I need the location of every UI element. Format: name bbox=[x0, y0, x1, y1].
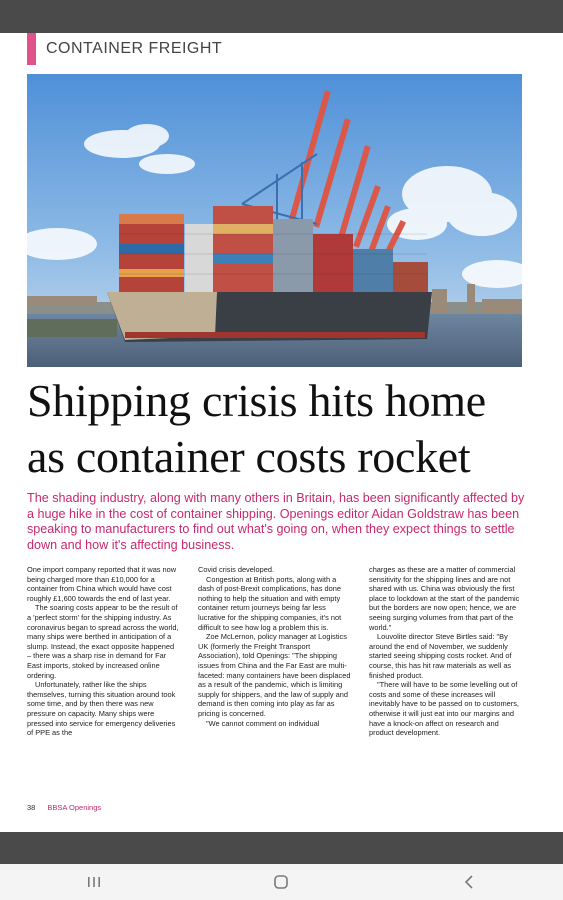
section-header bbox=[27, 33, 222, 65]
recent-apps-icon bbox=[86, 875, 102, 889]
page-number: 38 bbox=[27, 803, 36, 812]
paragraph: Congestion at British ports, along with a dash of post-Brexit complications, has done nothing to help the situation and with empty container return journeys being far less lucrative for the shipping companies, it's not difficult to see how log a problem this is. bbox=[198, 574, 342, 632]
paragraph: Louvolite director Steve Birtles said: "By around the end of November, we suddenly started seeing shipping costs rocket. And of course, this has hit raw materials as well as finished product. bbox=[369, 632, 512, 680]
paragraph: Zoe McLernon, policy manager at Logistics UK (formerly the Freight Transport Association), told Openings: "The shipping issues from China and the Far East are multi-faceted: many containers have been displaced as a result of the pandemic, which is limiting supply for shippers, and the law of supply and demand is then coming into play as far as pricing is concerned. bbox=[198, 632, 351, 718]
paragraph: charges as these are a matter of commercial sensitivity for the shipping lines and are not shared with us. China was obviously the first place to lockdown at the start of the pandemic but the borders are now open; hence, we are seeing surging volumes from that part of the world." bbox=[369, 565, 520, 632]
body-columns bbox=[27, 565, 522, 738]
standfirst: The shading industry, along with many others in Britain, has been significantly affected by a huge hike in the cost of container shipping. Openings editor Aidan Goldstraw has been speaking to manufacturers to find out what's going on, when they expect things to settle down and how it's affecting business. bbox=[27, 491, 525, 552]
paragraph: The soaring costs appear to be the result of a 'perfect storm' for the shipping industry. As coronavirus began to spread across the world, many ships were berthed in anticipation of a slump. Instead, the exact opposite happened – there was a sharp rise in demand for Far East imports, stoked by increased online ordering. bbox=[27, 603, 179, 680]
paragraph: One import company reported that it was now being charged more than £10,000 for a container from China which would have cost roughly £1,600 towards the end of last year. bbox=[27, 565, 177, 603]
system-navigation-bar bbox=[0, 864, 563, 900]
status-bar bbox=[0, 0, 563, 33]
paragraph: "There will have to be some levelling out of costs and some of these increases will inevitably have to be passed on to customers, otherwise it will just eat into our margins and have a knock-on affect on research and product development. bbox=[369, 680, 519, 738]
section-label: CONTAINER FREIGHT bbox=[46, 40, 223, 57]
headline-line-2: as container costs rocket bbox=[27, 431, 471, 482]
home-button[interactable] bbox=[251, 864, 311, 900]
paragraph: "We cannot comment on individual bbox=[206, 718, 320, 728]
back-icon bbox=[462, 874, 476, 890]
container-ship-photo bbox=[27, 74, 522, 367]
headline bbox=[27, 373, 537, 485]
page-footer bbox=[27, 803, 101, 812]
column-1 bbox=[27, 565, 180, 738]
reader-bottom-bar bbox=[0, 832, 563, 864]
recent-apps-button[interactable] bbox=[64, 864, 124, 900]
section-accent-bar bbox=[27, 33, 36, 65]
home-icon bbox=[273, 874, 289, 890]
paragraph: Unfortunately, rather like the ships themselves, turning this situation around took some time, and by then there was new pressure on capacity. Many ships were pressed into service for emergency deliveries of PPE as the bbox=[27, 680, 176, 738]
magazine-page[interactable] bbox=[0, 33, 563, 832]
column-3 bbox=[369, 565, 522, 738]
column-2 bbox=[198, 565, 351, 738]
headline-line-1: Shipping crisis hits home bbox=[27, 375, 486, 426]
publication-name: BBSA Openings bbox=[47, 803, 102, 812]
paragraph: Covid crisis developed. bbox=[198, 565, 274, 574]
back-button[interactable] bbox=[439, 864, 499, 900]
